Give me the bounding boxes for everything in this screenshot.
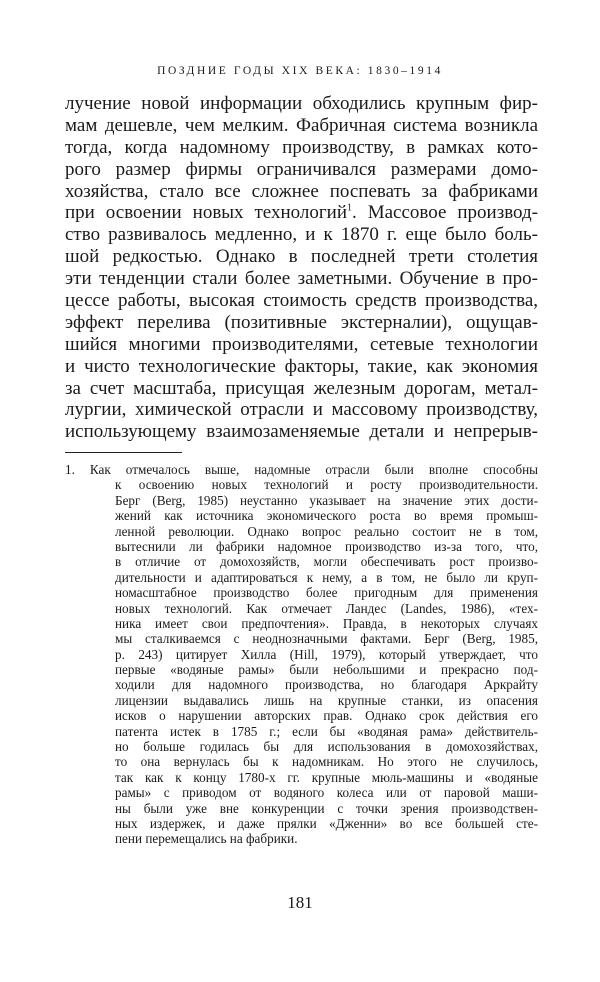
footnote-line: к освоению новых технологий и росту производительности. <box>115 477 538 493</box>
body-line: использующему взаимозаменяемые детали и непрерыв- <box>65 421 538 443</box>
body-line-text: . Массовое производ- <box>352 202 538 224</box>
footnote-reference[interactable]: 1 <box>347 203 353 215</box>
footnote-line: новых технологий. Как отмечает Ландес (Landes, 1986), «тех- <box>115 600 538 616</box>
body-line: лургии, химической отрасли и массовому производству, <box>65 399 538 421</box>
footnote-line: p. 243) цитирует Хилла (Hill, 1979), который утверждает, что <box>115 646 538 662</box>
body-line <box>65 202 538 224</box>
page-number: 181 <box>287 893 313 912</box>
body-line: мам дешевле, чем мелким. Фабричная система возникла <box>65 114 538 136</box>
body-line-text: при освоении новых технологий <box>65 202 348 224</box>
footnote-line: первые «водяные рамы» были небольшими и прекрасно под- <box>115 662 538 678</box>
footnote-divider <box>65 452 182 453</box>
body-line: за счет масштаба, присущая железным дорогам, метал- <box>65 377 538 399</box>
footnote-line: то она вернулась бы к надомникам. Но этого не случилось, <box>115 754 538 770</box>
footnote-line: в отличие от домохозяйств, могли обеспечивать рост произво- <box>115 554 538 570</box>
body-line: эти тенденции стали более заметными. Обучение в про- <box>65 268 538 290</box>
body-line: лучение новой информации обходились крупным фир- <box>65 93 538 114</box>
footnote-line: исков о нарушении авторских прав. Однако срок действия его <box>115 708 538 724</box>
footnote-line: ника имеет свои предпочтения». Правда, в некоторых случаях <box>115 615 538 631</box>
footnote-line: дительности и адаптироваться к нему, а в том, не было ли круп- <box>115 569 538 585</box>
footnote-line: патента истек в 1785 г.; если бы «водяная рама» действитель- <box>115 723 538 739</box>
footnote-line: ных издержек, и даже прялки «Дженни» во все большей сте- <box>115 815 538 831</box>
body-line: ство развивалось медленно, и к 1870 г. еще было боль- <box>65 224 538 246</box>
footnote-line: но больше годилась бы для использования в домохозяйствах, <box>115 739 538 755</box>
footnote-line: жений как источника экономического роста во время промыш- <box>115 508 538 524</box>
body-line: и чисто технологические факторы, такие, как экономия <box>65 355 538 377</box>
body-line: цессе работы, высокая стоимость средств производства, <box>65 290 538 312</box>
footnote-line: лицензии выдавались лишь на крупные станки, из опасения <box>115 692 538 708</box>
footnote-line: номасштабное производство более пригодным для применения <box>115 585 538 601</box>
body-line: тогда, когда надомному производству, в рамках кото- <box>65 136 538 158</box>
footnote-line: 1. Как отмечалось выше, надомные отрасли были вполне способны <box>65 462 538 477</box>
footnote-line: ходили для надомного производства, но благодаря Аркрайту <box>115 677 538 693</box>
footnote-line: рамы» с приводом от водяного колеса или от паровой маши- <box>115 785 538 801</box>
running-header: ПОЗДНИЕ ГОДЫ XIX ВЕКА: 1830–1914 <box>157 65 443 77</box>
footnote-line: мы сталкиваемся с неоднозначными фактами. Берг (Berg, 1985, <box>115 631 538 647</box>
footnote-line: ны были уже вне конкуренции с точки зрения производствен- <box>115 800 538 816</box>
body-line: хозяйства, стало все сложнее поспевать за фабриками <box>65 180 538 202</box>
footnote-line: так как к концу 1780-х гг. крупные мюль-машины и «водяные <box>115 769 538 785</box>
body-line: шийся многими производителями, сетевые технологии <box>65 333 538 355</box>
footnote-line: ленной революции. Однако вопрос реально состоит не в том, <box>115 523 538 539</box>
body-text <box>65 93 538 443</box>
footnote-line: пени перемещались на фабрики. <box>115 831 298 847</box>
footnote <box>65 462 538 847</box>
footnote-line: вытеснили ли фабрики надомное производство из-за того, что, <box>115 538 538 554</box>
footnote-line: Берг (Berg, 1985) неустанно указывает на значение этих дости- <box>115 492 538 508</box>
body-line: рого размер фирмы ограничивался размерами домо- <box>65 158 538 180</box>
body-line: шой редкостью. Однако в последней трети столетия <box>65 246 538 268</box>
body-line: эффект перелива (позитивные экстерналии), ощущав- <box>65 311 538 333</box>
